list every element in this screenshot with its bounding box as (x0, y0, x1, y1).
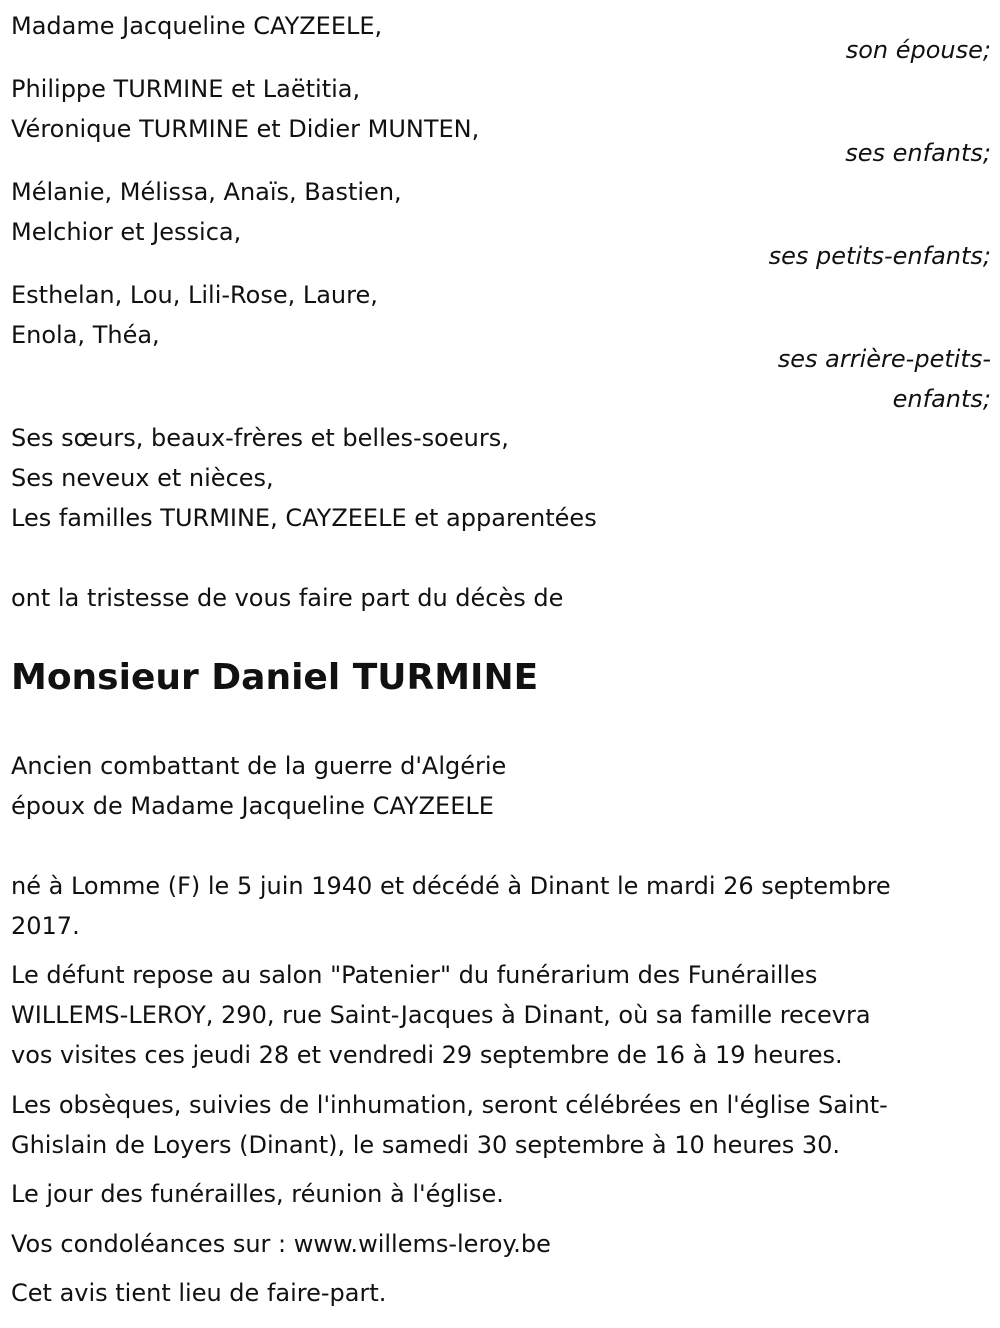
great-grandchild-line-2: Enola, Théa, (11, 321, 160, 349)
grandchildren-role: ses petits-enfants; (768, 242, 991, 270)
deceased-description-1: Ancien combattant de la guerre d'Algérie (11, 752, 507, 780)
others-line-1: Ses sœurs, beaux-frères et belles-soeurs, (11, 424, 509, 452)
deceased-description-2: époux de Madame Jacqueline CAYZEELE (11, 792, 494, 820)
rest-line-1: Le défunt repose au salon "Patenier" du funérarium des Funérailles (11, 961, 818, 989)
birth-death-line-2: 2017. (11, 912, 80, 940)
children-role: ses enfants; (845, 139, 991, 167)
deceased-name: Monsieur Daniel TURMINE (11, 657, 539, 698)
others-line-2: Ses neveux et nièces, (11, 464, 274, 492)
grandchild-line-2: Melchior et Jessica, (11, 218, 242, 246)
notice-text: Cet avis tient lieu de faire-part. (11, 1279, 387, 1307)
great-grandchildren-role-line-2: enfants; (892, 385, 991, 413)
great-grandchildren-role-line-1: ses arrière-petits- (777, 345, 991, 373)
condolences-info: Vos condoléances sur : www.willems-leroy.be (11, 1230, 551, 1258)
child-line-1: Philippe TURMINE et Laëtitia, (11, 75, 361, 103)
grandchild-line-1: Mélanie, Mélissa, Anaïs, Bastien, (11, 178, 402, 206)
rest-line-2: WILLEMS-LEROY, 290, rue Saint-Jacques à Dinant, où sa famille recevra (11, 1001, 871, 1029)
spouse-name: Madame Jacqueline CAYZEELE, (11, 12, 383, 40)
funeral-line-2: Ghislain de Loyers (Dinant), le samedi 30 septembre à 10 heures 30. (11, 1131, 841, 1159)
child-line-2: Véronique TURMINE et Didier MUNTEN, (11, 115, 480, 143)
spouse-role: son épouse; (845, 36, 991, 64)
announcement: ont la tristesse de vous faire part du décès de (11, 584, 564, 612)
rest-line-3: vos visites ces jeudi 28 et vendredi 29 septembre de 16 à 19 heures. (11, 1041, 843, 1069)
meeting-info: Le jour des funérailles, réunion à l'église. (11, 1180, 504, 1208)
birth-death-line-1: né à Lomme (F) le 5 juin 1940 et décédé à Dinant le mardi 26 septembre (11, 872, 891, 900)
others-line-3: Les familles TURMINE, CAYZEELE et apparentées (11, 504, 597, 532)
great-grandchild-line-1: Esthelan, Lou, Lili-Rose, Laure, (11, 281, 378, 309)
funeral-line-1: Les obsèques, suivies de l'inhumation, seront célébrées en l'église Saint- (11, 1091, 888, 1119)
